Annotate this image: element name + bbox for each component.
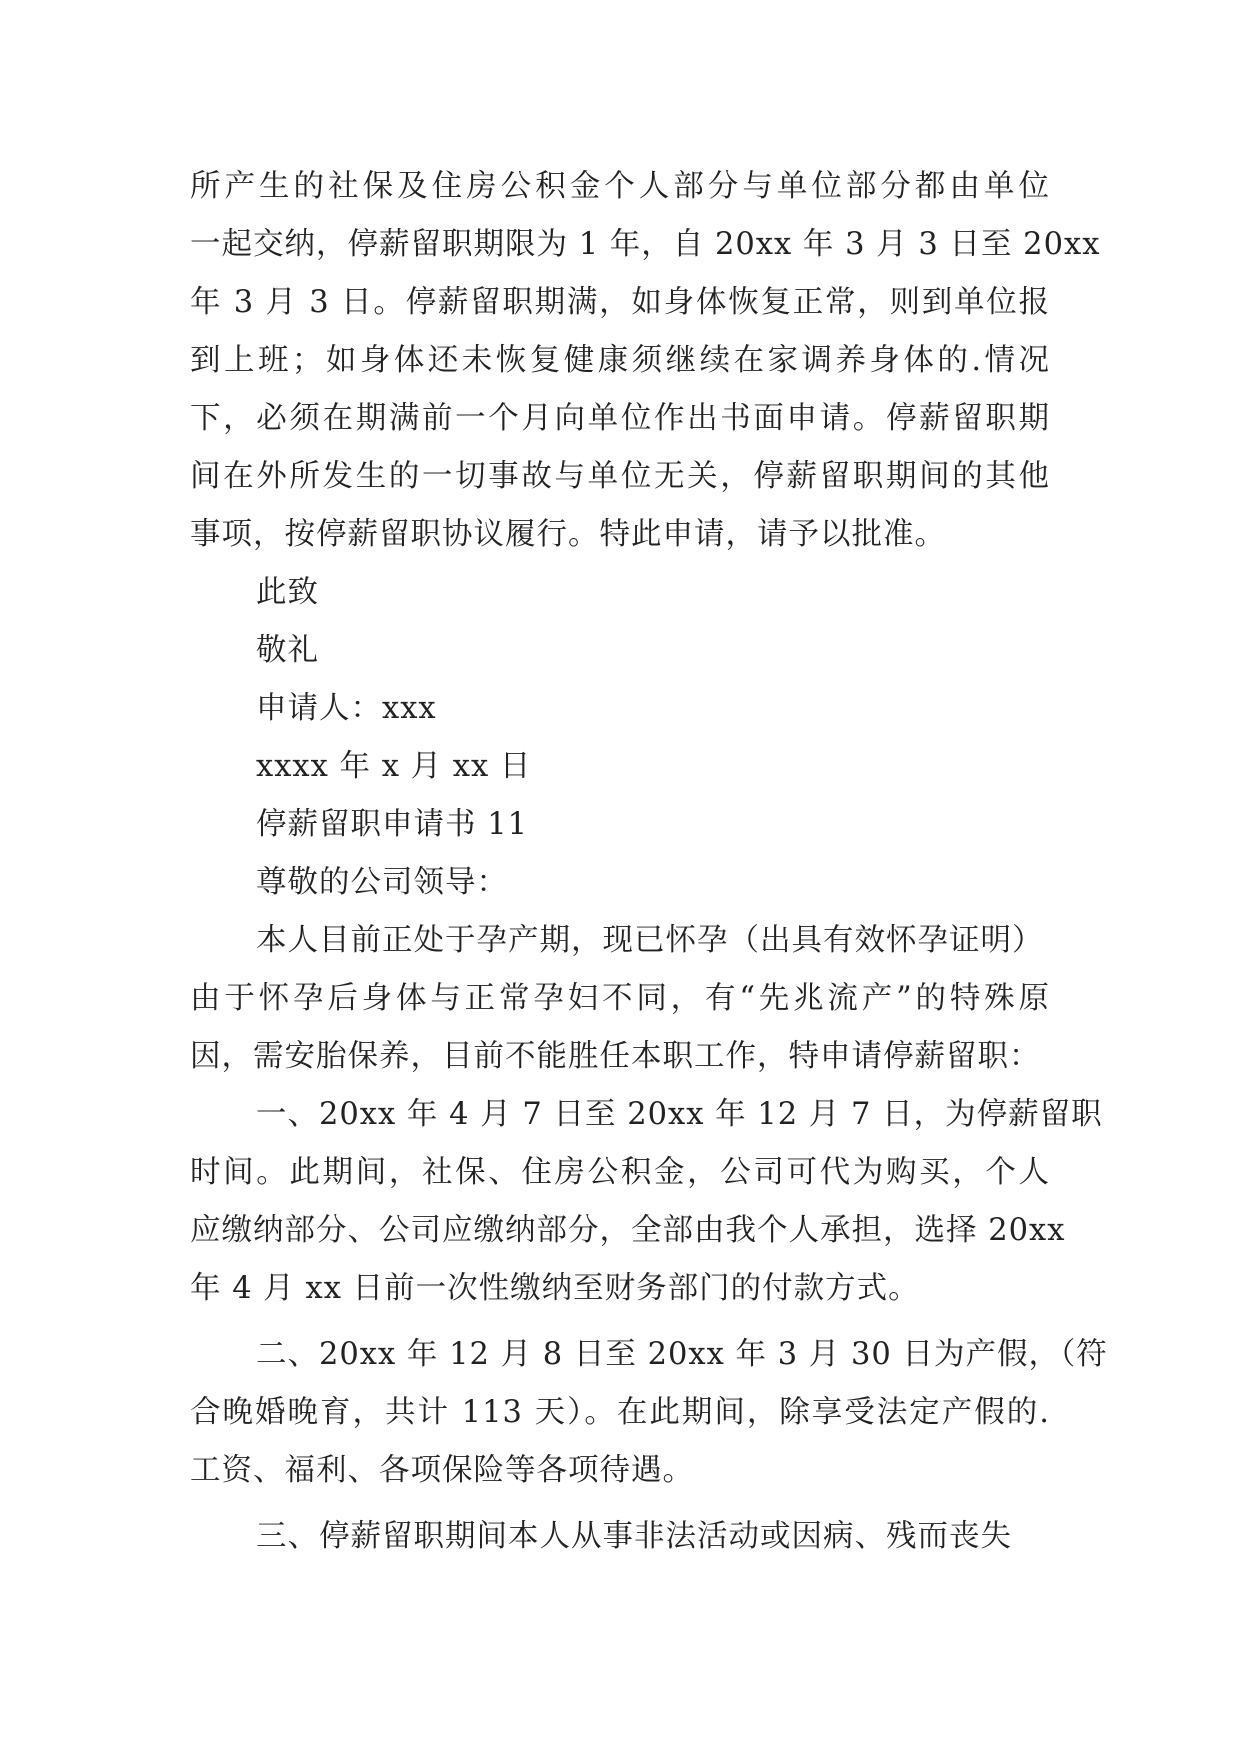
text-line: 事项，按停薪留职协议履行。特此申请，请予以批准。 [190, 517, 946, 552]
paragraph-intro [190, 912, 1050, 1086]
text-line: 年 4 月 xx 日前一次性缴纳至财务部门的付款方式。 [190, 1271, 920, 1306]
text-line: 由于怀孕后身体与正常孕妇不同，有“先兆流产”的特殊原 [190, 981, 1050, 1016]
text-line: 因，需安胎保养，目前不能胜任本职工作，特申请停薪留职： [190, 1039, 1041, 1074]
text-line: 工资、福利、各项保险等各项待遇。 [190, 1453, 694, 1488]
text-line: 一起交纳，停薪留职期限为 1 年，自 20xx 年 3 月 3 日至 20xx [190, 227, 1101, 262]
closing-salutation: 此致 [256, 575, 319, 610]
text-line: 下，必须在期满前一个月向单位作出书面申请。停薪留职期 [190, 401, 1050, 436]
letter-heading: 停薪留职申请书 11 [256, 807, 529, 842]
list-item-3 [190, 1508, 1050, 1566]
text-line: 应缴纳部分、公司应缴纳部分，全部由我个人承担，选择 20xx [190, 1213, 1066, 1248]
text-line: 三、停薪留职期间本人从事非法活动或因病、残而丧失 [256, 1519, 1012, 1554]
text-line: 二、20xx 年 12 月 8 日至 20xx 年 3 月 30 日为产假，（符 [256, 1337, 1108, 1372]
closing-regards: 敬礼 [256, 633, 319, 668]
text-line: 一、20xx 年 4 月 7 日至 20xx 年 12 月 7 日，为停薪留职 [256, 1097, 1103, 1132]
paragraph-continuation [190, 158, 1101, 564]
text-line: 本人目前正处于孕产期，现已怀孕（出具有效怀孕证明） [256, 923, 1044, 958]
text-line: 年 3 月 3 日。停薪留职期满，如身体恢复正常，则到单位报 [190, 285, 1050, 320]
document-body [190, 158, 1108, 1566]
text-line: 间在外所发生的一切事故与单位无关，停薪留职期间的其他 [190, 459, 1050, 494]
text-line: 时间。此期间，社保、住房公积金，公司可代为购买，个人 [190, 1155, 1050, 1190]
spacer [190, 1318, 1050, 1326]
letter-salutation: 尊敬的公司领导： [256, 865, 508, 900]
letter-date: xxxx 年 x 月 xx 日 [256, 749, 532, 784]
list-item-2 [190, 1326, 1108, 1500]
spacer [190, 1500, 1050, 1508]
text-line: 到上班；如身体还未恢复健康须继续在家调养身体的.情况 [190, 343, 1050, 378]
text-line: 合晚婚晚育，共计 113 天）。在此期间，除享受法定产假的. [190, 1395, 1050, 1430]
applicant-signature: 申请人：xxx [256, 691, 437, 726]
text-line: 所产生的社保及住房公积金个人部分与单位部分都由单位 [190, 169, 1050, 204]
list-item-1 [190, 1086, 1103, 1318]
